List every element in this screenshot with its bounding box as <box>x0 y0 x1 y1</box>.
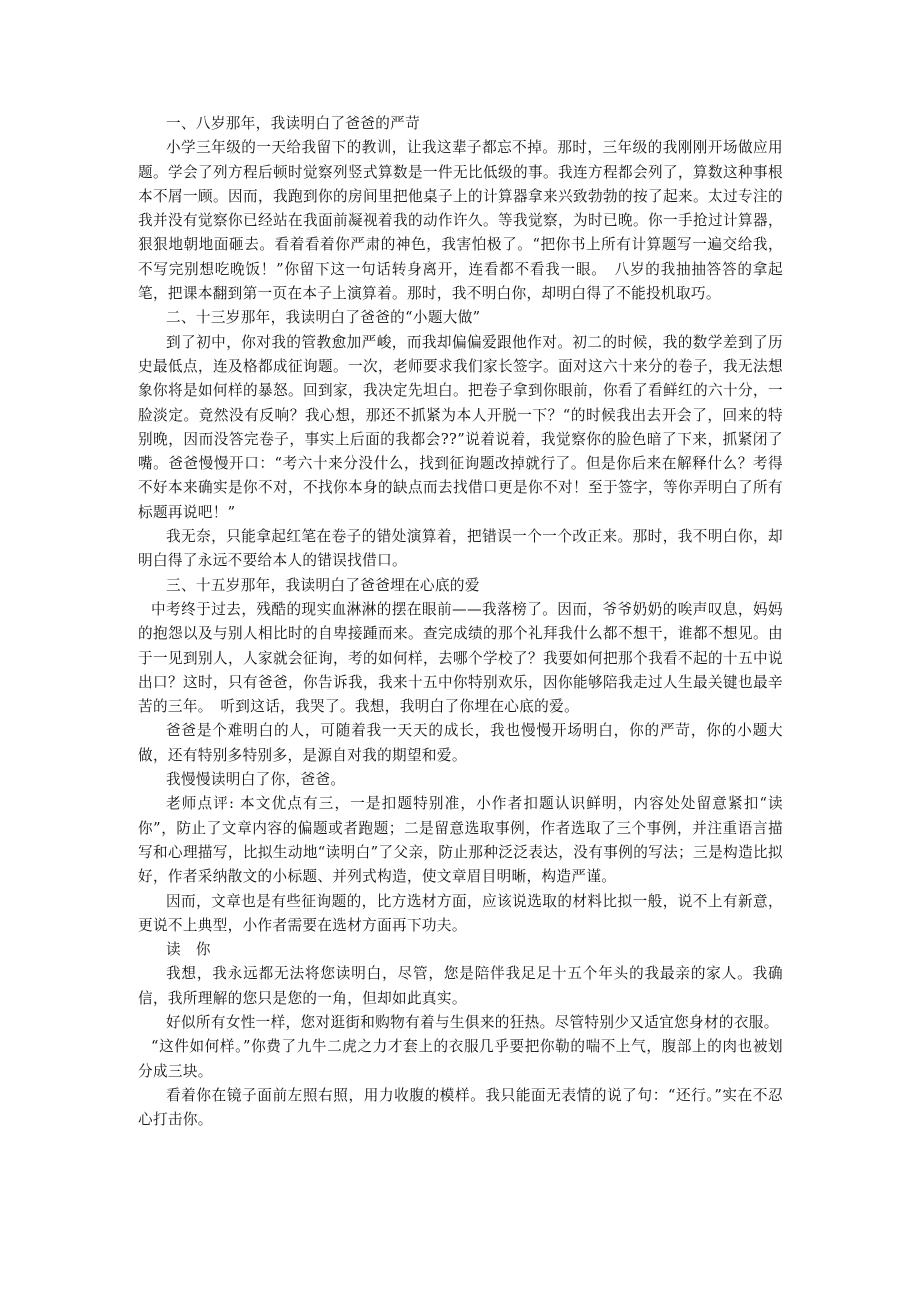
paragraph: 小学三年级的一天给我留下的教训，让我这辈子都忘不掉。那时，三年级的我刚刚开场做应用题。学会了列方程后顿时觉察列竖式算数是一件无比低级的事。我连方程都会列了，算数这种事根本不屑一顾。因而，我跑到你的房间里把他桌子上的计算器拿来兴致勃勃的按了起来。太过专注的我并没有觉察你已经站在我面前凝视着我的动作许久。等我觉察，为时已晚。你一手抢过计算器，狠狠地朝地面砸去。看着看着你严肃的神色，我害怕极了。“把你书上所有计算题写一遍交给我，不写完别想吃晚饭！”你留下这一句话转身离开，连看都不看我一眼。 八岁的我抽抽答答的拿起笔，把课本翻到第一页在本子上演算着。那时，我不明白你，却明白得了不能投机取巧。 <box>138 139 783 303</box>
document-body <box>138 112 783 1132</box>
paragraph: 看着你在镜子面前左照右照，用力收腹的模样。我只能面无表情的说了句：“还行。”实在不忍心打击你。 <box>138 1086 783 1129</box>
section-heading-2: 二、十三岁那年，我读明白了爸爸的“小题大做” <box>166 309 481 327</box>
teacher-comment: 老师点评: 本文优点有三，一是扣题特别准，小作者扣题认识鲜明，内容处处留意紧扣“读你”，防止了文章内容的偏题或者跑题；二是留意选取事例，作者选取了三个事例，并注重语言描写和心理描写，比拟生动地“读明白”了父亲，防止那种泛泛表达，没有事例的写法；三是构造比拟好，作者采纳散文的小标题、并列式构造，使文章眉目明晰，构造严谨。 <box>138 795 783 886</box>
paragraph: 我无奈，只能拿起红笔在卷子的错处演算着，把错误一个一个改正来。那时，我不明白你，却明白得了永远不要给本人的错误找借口。 <box>138 528 783 570</box>
paragraph: 到了初中，你对我的管教愈加严峻，而我却偏偏爱跟他作对。初二的时候，我的数学差到了历史最低点，连及格都成征询题。一次，老师要求我们家长签字。面对这六十来分的卷子，我无法想象你将是如何样的暴怒。回到家，我决定先坦白。把卷子拿到你眼前，你看了看鲜红的六十分，一脸淡定。竟然没有反响？我心想，那还不抓紧为本人开脱一下？“的时候我出去开会了，回来的特别晚，因而没答完卷子，事实上后面的我都会??”说着说着，我觉察你的脸色暗了下来，抓紧闭了嘴。爸爸慢慢开口：“考六十来分没什么，找到征询题改掉就行了。但是你后来在解释什么？考得不好本来确实是你不对，不找你本身的缺点而去找借口更是你不对！至于签字，等你弄明白了所有标题再说吧！” <box>138 333 783 521</box>
essay-title: 读 你 <box>166 941 211 959</box>
paragraph: 我想，我永远都无法将您读明白，尽管，您是陪伴我足足十五个年头的我最亲的家人。我确信，我所理解的您只是您的一角，但却如此真实。 <box>138 965 783 1007</box>
paragraph: 爸爸是个难明白的人，可随着我一天天的成长，我也慢慢开场明白，你的严苛，你的小题大做，还有特别多特别多，是源自对我的期望和爱。 <box>138 722 783 764</box>
section-heading-3: 三、十五岁那年，我读明白了爸爸埋在心底的爱 <box>166 576 480 594</box>
paragraph: 中考终于过去，残酷的现实血淋淋的摆在眼前——我落榜了。因而，爷爷奶奶的唉声叹息，妈妈的抱怨以及与别人相比时的自卑接踵而来。查完成绩的那个礼拜我什么都不想干，谁都不想见。由于一见到别人，人家就会征询，考的如何样，去哪个学校了？我要如何把那个我看不起的十五中说出口？这时，只有爸爸，你告诉我，我来十五中你特别欢乐，因你能够陪我走过人生最关键也最辛苦的三年。 听到这话，我哭了。我想，我明白了你埋在心底的爱。 <box>138 600 783 716</box>
paragraph: 好似所有女性一样，您对逛街和购物有着与生俱来的狂热。尽管特别少又适宜您身材的衣服。 <box>166 1013 779 1031</box>
paragraph: 因而，文章也是有些征询题的，比方选材方面，应该说选取的材料比拟一般，说不上有新意，更说不上典型，小作者需要在选材方面再下功夫。 <box>138 892 783 934</box>
paragraph: 我慢慢读明白了你，爸爸。 <box>166 771 346 789</box>
paragraph: “这件如何样。”你费了九牛二虎之力才套上的衣服几乎要把你勒的喘不上气，腹部上的肉也被划分成三块。 <box>138 1038 783 1080</box>
section-heading-1: 一、八岁那年，我读明白了爸爸的严苛 <box>166 115 421 132</box>
